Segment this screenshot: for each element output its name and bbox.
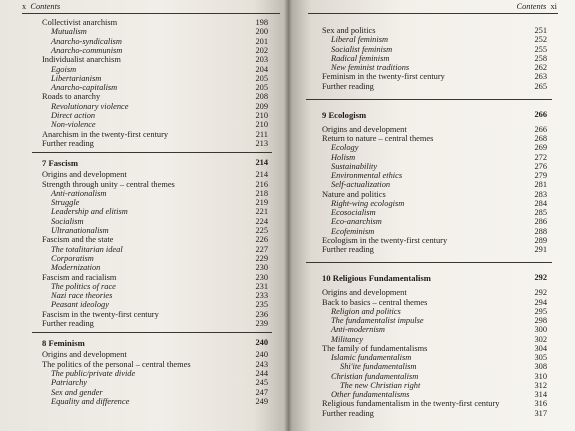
page-number: 281	[534, 180, 547, 190]
toc-entry: Origins and development	[42, 350, 127, 360]
page-number: 214	[255, 170, 268, 180]
page-number: 243	[255, 359, 268, 369]
page-number: 291	[534, 245, 547, 254]
page-number: 205	[255, 83, 268, 93]
page-number: 227	[255, 244, 268, 254]
toc-entry: Return to nature – central themes	[322, 134, 434, 143]
toc-entry: Further reading	[322, 81, 374, 91]
toc-entry: Back to basics – central themes	[322, 297, 428, 307]
toc-subentry: Leadership and elitism	[51, 207, 128, 217]
toc-subentry: Eco-anarchism	[331, 217, 382, 227]
toc-subentry: Modernization	[51, 263, 101, 273]
page-number: 292	[534, 288, 547, 298]
page-number: 240	[255, 338, 268, 348]
page-number: 200	[255, 27, 268, 37]
toc-subentry: Radical feminism	[331, 53, 390, 63]
toc-subentry: Direct action	[51, 111, 96, 120]
page-number: 245	[255, 378, 268, 388]
toc-entry: Nature and politics	[322, 189, 386, 199]
page-number: 230	[255, 272, 268, 282]
page-number: 239	[255, 319, 268, 328]
page-number: 218	[255, 188, 268, 198]
toc-subentry: The public/private divide	[51, 368, 136, 378]
toc-subentry: Anarcho-capitalism	[51, 83, 118, 93]
page-number: 235	[255, 300, 268, 310]
toc-subentry: Holism	[331, 152, 356, 162]
page-number: 316	[534, 399, 547, 409]
toc-entry: Feminism in the twenty-first century	[322, 72, 445, 82]
toc-subentry: Peasant ideology	[51, 300, 109, 310]
page-number: 298	[534, 316, 547, 325]
page-number: 201	[255, 36, 268, 46]
toc-subentry: Ecofeminism	[331, 226, 375, 236]
page-number: 265	[534, 81, 547, 91]
page-number: 208	[255, 92, 268, 102]
chapter-heading: 8 Feminism	[42, 338, 85, 349]
toc-subentry: New feminist traditions	[331, 63, 410, 72]
page-number: 272	[534, 152, 547, 162]
page-number: 302	[534, 334, 547, 344]
toc-subentry: Shi'ite fundamentalism	[340, 362, 417, 372]
toc-entry: Fascism in the twenty-first century	[42, 309, 159, 319]
page-number: 295	[534, 306, 547, 316]
toc-entry: Origins and development	[322, 288, 407, 298]
left-header-rule	[22, 13, 280, 14]
page-number: 258	[534, 53, 547, 63]
toc-subentry: Christian fundamentalism	[331, 371, 419, 381]
page-number: 225	[255, 226, 268, 235]
chapter-divider-rule	[32, 332, 272, 333]
toc-subentry: Militancy	[331, 334, 364, 344]
toc-entry: Ecologism in the twenty-first century	[322, 235, 448, 245]
page-number: 244	[255, 368, 268, 378]
toc-subentry: Religion and politics	[331, 306, 401, 316]
page-number: 249	[255, 396, 268, 406]
chapter-divider-rule	[306, 262, 552, 263]
toc-subentry: Equality and difference	[51, 396, 130, 406]
chapter-heading: 9 Ecologism	[322, 109, 367, 120]
page-number: 216	[255, 179, 268, 189]
toc-entry: Individualist anarchism	[42, 55, 121, 65]
toc-subentry: Anarcho-syndicalism	[51, 36, 122, 46]
toc-entry: Further reading	[42, 319, 94, 328]
toc-subentry: The totalitarian ideal	[51, 244, 123, 254]
page-number: 308	[534, 362, 547, 372]
page-number: 285	[534, 208, 547, 217]
page-number: 219	[255, 198, 268, 208]
toc-entry: Further reading	[322, 408, 374, 418]
page-number: 255	[534, 44, 547, 54]
page-number: 294	[534, 297, 547, 307]
page-number: 283	[534, 189, 547, 199]
toc-subentry: Ecology	[331, 143, 359, 153]
page-number: 269	[534, 143, 547, 153]
left-running-head	[22, 2, 60, 12]
page-number: 310	[534, 371, 547, 381]
toc-entry: Collectivist anarchism	[42, 18, 118, 27]
page-number: 229	[255, 253, 268, 263]
toc-entry: Further reading	[322, 245, 374, 254]
right-page	[288, 0, 575, 431]
book-gutter	[284, 0, 292, 431]
toc-subentry: Revolutionary violence	[51, 101, 129, 111]
page-number: 205	[255, 73, 268, 83]
right-running-head	[517, 2, 557, 12]
toc-subentry: Struggle	[51, 198, 80, 208]
page-number: 317	[534, 408, 547, 418]
page-number: 284	[534, 198, 547, 208]
page-number: 231	[255, 281, 268, 291]
page-number: 226	[255, 235, 268, 245]
right-header-rule	[308, 13, 558, 14]
toc-subentry: Islamic fundamentalism	[331, 353, 412, 362]
right-running-head-title: Contents	[516, 2, 547, 11]
page-number: 268	[534, 134, 547, 143]
page-number: 300	[534, 325, 547, 335]
left-running-head-title: Contents	[30, 2, 61, 11]
toc-entry: Further reading	[42, 138, 94, 148]
toc-subentry: Ultranationalism	[51, 226, 109, 235]
toc-subentry: Anti-rationalism	[51, 188, 107, 198]
toc-entry: Fascism and racialism	[42, 272, 117, 282]
page-number: 213	[255, 138, 268, 148]
chapter-divider-rule	[306, 99, 552, 100]
page-number: 288	[534, 226, 547, 236]
page-number: 266	[534, 109, 547, 119]
toc-subentry: Corporatism	[51, 253, 94, 263]
toc-subentry: Libertarianism	[51, 73, 102, 83]
page-number: 252	[534, 35, 547, 45]
toc-entry: Religious fundamentalism in the twenty-first century	[322, 399, 500, 409]
toc-subentry: The fundamentalist impulse	[331, 316, 424, 325]
toc-subentry: Nazi race theories	[51, 291, 113, 301]
page-number: 233	[255, 291, 268, 301]
page-number: 240	[255, 350, 268, 360]
page-number: 210	[255, 120, 268, 130]
toc-subentry: The politics of race	[51, 281, 116, 291]
page-number: 211	[255, 129, 268, 139]
toc-subentry: Other fundamentalisms	[331, 390, 410, 399]
chapter-heading: 7 Fascism	[42, 158, 79, 169]
page-number: 221	[255, 207, 268, 217]
page-number: 305	[534, 353, 547, 362]
toc-subentry: Socialist feminism	[331, 44, 393, 54]
page-number: 224	[255, 216, 268, 226]
toc-subentry: Liberal feminism	[331, 35, 388, 45]
page-number: 289	[534, 235, 547, 245]
page-number: 251	[534, 26, 547, 35]
page-number: 210	[255, 111, 268, 120]
page-number: 236	[255, 309, 268, 319]
page-number: 214	[255, 158, 268, 168]
page-number: 198	[255, 18, 268, 27]
page-number: 202	[255, 45, 268, 55]
toc-entry: The politics of the personal – central themes	[42, 359, 191, 369]
toc-entry: Anarchism in the twenty-first century	[42, 129, 169, 139]
page-number: 263	[534, 72, 547, 82]
toc-subentry: Sustainability	[331, 161, 378, 171]
chapter-heading: 10 Religious Fundamentalism	[322, 273, 431, 284]
toc-entry: Origins and development	[42, 170, 127, 180]
toc-subentry: The new Christian right	[340, 380, 421, 390]
right-folio: xi	[550, 2, 557, 11]
toc-entry: The family of fundamentalisms	[322, 343, 428, 353]
page-number: 304	[534, 343, 547, 353]
toc-subentry: Right-wing ecologism	[331, 198, 405, 208]
toc-entry: Strength through unity – central themes	[42, 179, 175, 189]
page-number: 276	[534, 161, 547, 171]
toc-entry: Roads to anarchy	[42, 92, 101, 102]
toc-subentry: Anti-modernism	[331, 325, 385, 335]
page-number: 314	[534, 390, 547, 399]
page-number: 312	[534, 380, 547, 390]
toc-entry: Fascism and the state	[42, 235, 114, 245]
page-number: 209	[255, 101, 268, 111]
toc-subentry: Ecosocialism	[331, 208, 376, 217]
page-number: 292	[534, 273, 547, 283]
page-number: 266	[534, 124, 547, 134]
page-number: 247	[255, 387, 268, 397]
left-folio: x	[22, 2, 27, 11]
toc-subentry: Sex and gender	[51, 387, 103, 397]
toc-entry: Sex and politics	[322, 26, 376, 35]
page-number: 204	[255, 64, 268, 74]
page-number: 262	[534, 63, 547, 72]
chapter-divider-rule	[32, 152, 272, 153]
page-number: 203	[255, 55, 268, 65]
toc-subentry: Self-actualization	[331, 180, 391, 190]
toc-subentry: Non-violence	[51, 120, 96, 130]
page-number: 279	[534, 171, 547, 180]
toc-subentry: Egoism	[51, 64, 77, 74]
toc-subentry: Socialism	[51, 216, 84, 226]
toc-subentry: Anarcho-communism	[51, 45, 123, 55]
toc-subentry: Patriarchy	[51, 378, 87, 388]
toc-subentry: Mutualism	[51, 27, 87, 37]
page-number: 230	[255, 263, 268, 273]
toc-entry: Origins and development	[322, 124, 407, 134]
page-number: 286	[534, 217, 547, 227]
toc-subentry: Environmental ethics	[331, 171, 403, 180]
